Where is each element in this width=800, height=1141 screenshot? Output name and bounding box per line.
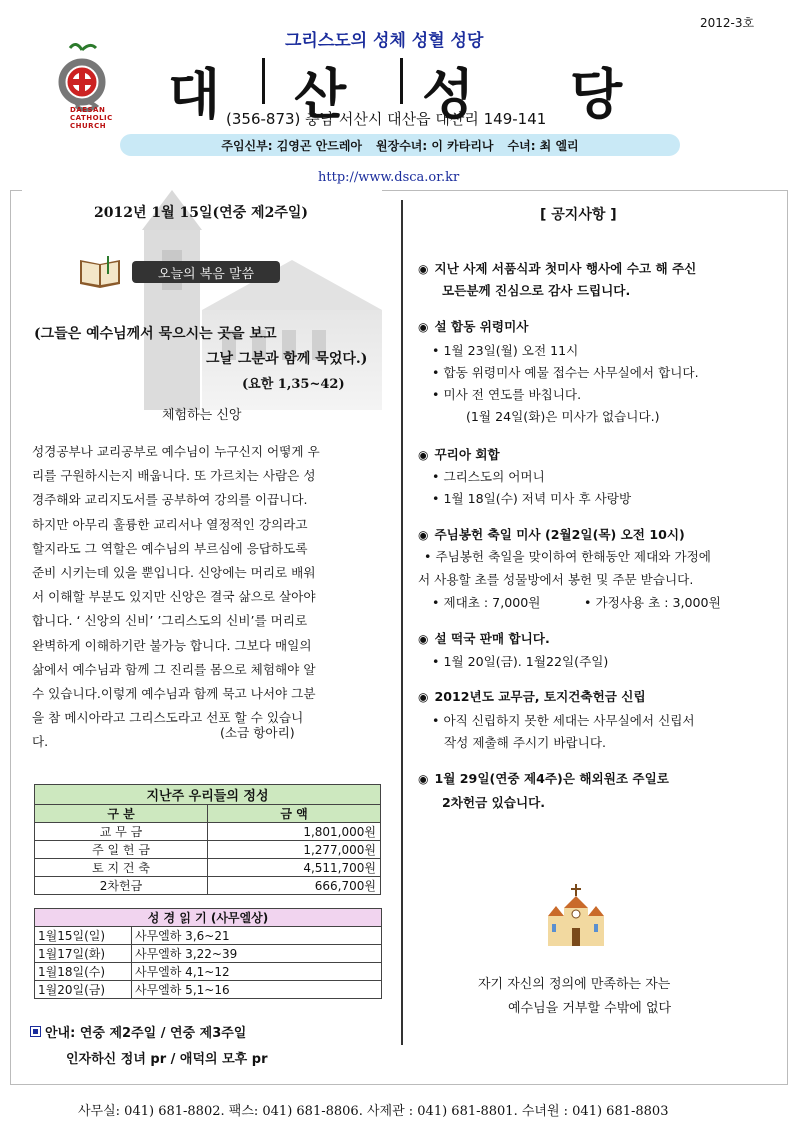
staff-priest: 주임신부: 김영곤 안드레아 <box>221 138 363 153</box>
target-bullet-icon: ◉ <box>418 772 429 786</box>
target-bullet-icon: ◉ <box>418 448 429 462</box>
article-body: 성경공부나 교리공부로 예수님이 누구신지 어떻게 우 리를 구원하시는지 배웁니다. 또 가르치는 사람은 성 경주해와 교리지도서를 공부하여 강의를 이끕니다. 하지만 아무리 훌륭한 교리서나 열정적인 강의라고 할지라도 그 역할은 예수님의 부르심에 응답하도록 준비 시키는데 있을 뿐입니다. 신앙에는 머리로 배워 서 이해할 부분도 있지만 신앙은 결국 삶으로 살아야 합니다. ‘ 신앙의 신비’ ’그리스도의 신비’를 머리로 완벽하게 이해하기란 불가능 합니다. 그보다 매일의 삶에서 예수님과 함께 그 진리를 몸으로 체험해야 알 수 있습니다.이렇게 예수님과 함께 묵고 나서야 그분 을 참 메시아라고 그리스도라고 선포 할 수 있습니 다. <box>32 444 320 750</box>
target-bullet-icon: ◉ <box>418 262 429 276</box>
gospel-label: 오늘의 복음 말씀 <box>132 261 280 283</box>
notice-2-item: • 미사 전 연도를 바칩니다. <box>432 387 582 402</box>
notice-3-item: • 그리스도의 어머니 <box>432 469 545 484</box>
notice-2-item: • 합동 위령미사 예물 접수는 사무실에서 합니다. <box>432 365 699 380</box>
gospel-reference: (요한 1,35~42) <box>242 377 345 392</box>
guide-line1: 안내: 연중 제2주일 / 연중 제3주일 <box>30 1022 246 1041</box>
staff-nun-head: 원장수녀: 이 카타리나 <box>376 138 494 153</box>
offering-table <box>34 784 381 895</box>
bible-icon <box>78 254 122 288</box>
table-row: 토 지 건 축 4,511,700원 <box>35 859 381 877</box>
issue-number: 2012-3호 <box>700 16 755 30</box>
notice-6-title: ◉ 2012년도 교무금, 토지건축헌금 신립 <box>418 689 646 704</box>
footer-contacts: 사무실: 041) 681-8802. 팩스: 041) 681-8806. 사제관 : 041) 681-8801. 수녀원 : 041) 681-8803 <box>78 1104 669 1119</box>
target-bullet-icon: ◉ <box>418 528 429 542</box>
article-source: (소금 항아리) <box>220 725 295 740</box>
notice-2-note: (1월 24일(화)은 미사가 없습니다.) <box>466 409 660 424</box>
notice-4-body: • 주님봉헌 축일을 맞이하여 한해동안 제대와 가정에 <box>424 549 711 564</box>
column-divider <box>401 200 403 1045</box>
notice-3-title: ◉ 꾸리아 회합 <box>418 447 500 462</box>
logo-text: DAESAN CATHOLIC CHURCH <box>70 106 113 130</box>
target-bullet-icon: ◉ <box>418 320 429 334</box>
church-icon <box>544 884 608 946</box>
staff-nun: 수녀: 최 엘리 <box>507 138 579 153</box>
title-char: 성 <box>422 63 475 126</box>
title-char: 산 <box>294 63 347 126</box>
table-row: 1월18일(수) 사무엘하 4,1~12 <box>35 963 382 981</box>
bible-reading-table <box>34 908 382 999</box>
offering-col-category: 구 분 <box>35 805 208 823</box>
table-row: 주 일 헌 금 1,277,000원 <box>35 841 381 859</box>
offering-col-amount: 금 액 <box>208 805 381 823</box>
notice-7-title-2: 2차헌금 있습니다. <box>442 795 546 810</box>
gospel-quote-line1: (그들은 예수님께서 묵으시는 곳을 보고 <box>34 326 277 342</box>
article-title: 체험하는 신앙 <box>162 408 242 423</box>
notice-4-price: • 제대초 : 7,000원 <box>432 595 541 610</box>
notice-3-item: • 1월 18일(수) 저녁 미사 후 사랑방 <box>432 491 632 506</box>
parish-address: (356-873) 충남 서산시 대산읍 대산리 149-141 <box>226 110 547 128</box>
reading-title: 성 경 읽 기 (사무엘상) <box>35 909 382 927</box>
table-row: 1월15일(일) 사무엘하 3,6~21 <box>35 927 382 945</box>
gospel-quote-line2: 그날 그분과 함께 묵었다.) <box>206 351 368 367</box>
notice-7-title: ◉ 1월 29일(연중 제4주)은 해외원조 주일로 <box>418 771 669 786</box>
title-char: 대 <box>168 63 221 126</box>
website-link[interactable]: http://www.dsca.or.kr <box>318 170 460 185</box>
title-divider <box>400 58 403 104</box>
notice-5-item: • 1월 20일(금). 1월22일(주일) <box>432 654 609 669</box>
notice-4-body: 서 사용할 초를 성물방에서 봉헌 및 주문 받습니다. <box>418 572 694 587</box>
notice-4-price: • 가정사용 초 : 3,000원 <box>584 595 721 610</box>
notice-6-item: 작성 제출해 주시기 바랍니다. <box>444 735 606 750</box>
title-divider <box>262 58 265 104</box>
title-char: 당 <box>570 63 623 126</box>
notice-2-item: • 1월 23일(월) 오전 11시 <box>432 343 579 358</box>
notice-6-item: • 아직 신립하지 못한 세대는 사무실에서 신립서 <box>432 713 695 728</box>
target-bullet-icon: ◉ <box>418 632 429 646</box>
table-row: 교 무 금 1,801,000원 <box>35 823 381 841</box>
notice-1-title: ◉ 지난 사제 서품식과 첫미사 행사에 수고 해 주신 <box>418 261 697 276</box>
parish-name: 그리스도의 성체 성혈 성당 <box>285 31 484 51</box>
table-row: 2차헌금 666,700원 <box>35 877 381 895</box>
closing-quote-line1: 자기 자신의 정의에 만족하는 자는 <box>478 977 671 992</box>
table-row: 1월17일(화) 사무엘하 3,22~39 <box>35 945 382 963</box>
mass-date: 2012년 1월 15일(연중 제2주일) <box>94 205 308 221</box>
notice-5-title: ◉ 설 떡국 판매 합니다. <box>418 631 550 646</box>
square-bullet-icon <box>30 1026 41 1037</box>
table-row: 1월20일(금) 사무엘하 5,1~16 <box>35 981 382 999</box>
offering-title: 지난주 우리들의 정성 <box>35 785 381 805</box>
notice-1-title-2: 모든분께 진심으로 감사 드립니다. <box>442 283 631 298</box>
target-bullet-icon: ◉ <box>418 690 429 704</box>
guide-line2: 인자하신 정녀 pr / 애덕의 모후 pr <box>66 1052 268 1067</box>
notice-2-title: ◉ 설 합동 위령미사 <box>418 319 529 334</box>
notice-4-title: ◉ 주님봉헌 축일 미사 (2월2일(목) 오전 10시) <box>418 527 685 542</box>
notices-title: [ 공지사항 ] <box>540 207 617 223</box>
closing-quote-line2: 예수님을 거부할 수밖에 없다 <box>508 1001 672 1016</box>
staff-bar <box>120 134 680 156</box>
